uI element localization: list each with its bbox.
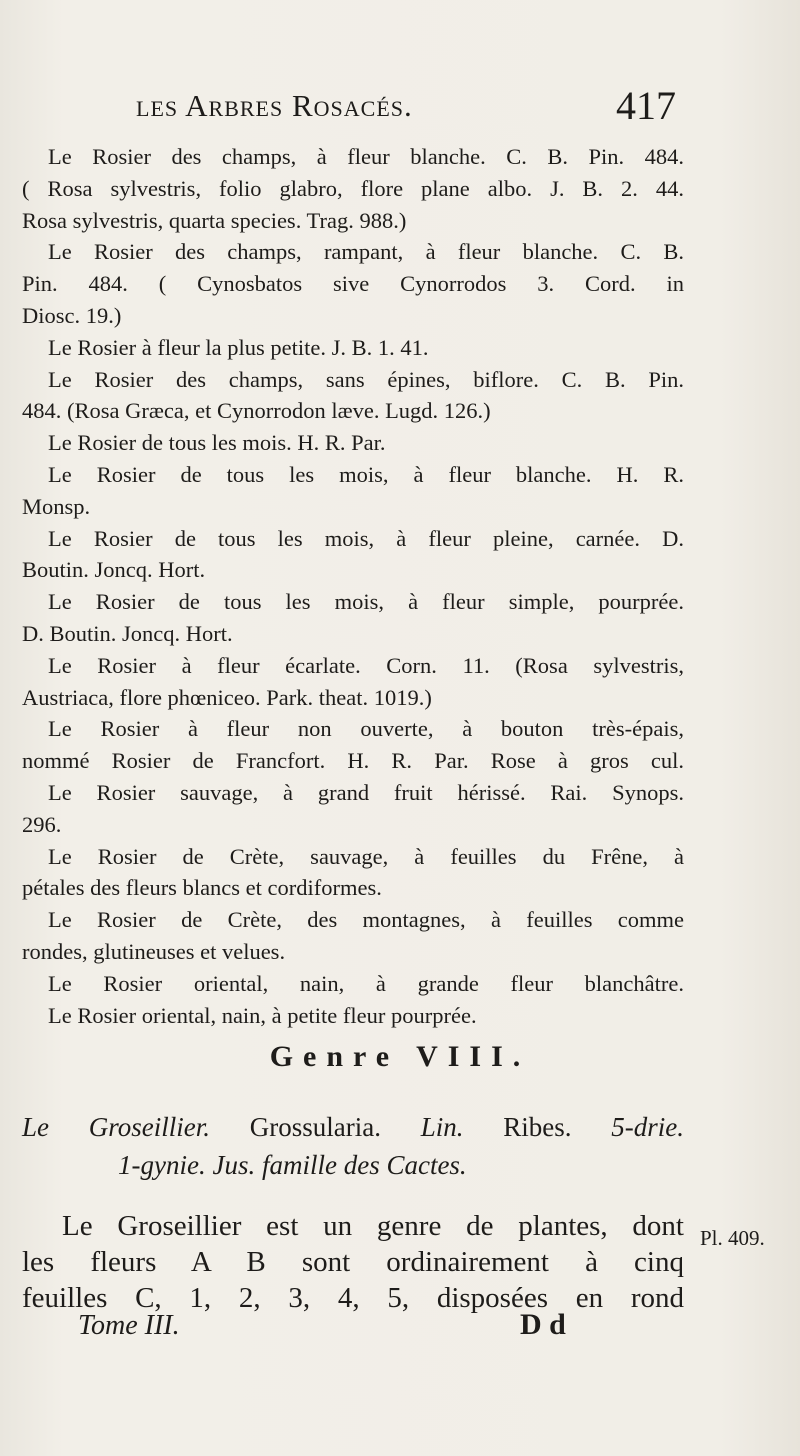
entry-line: Rosa sylvestris, quarta species. Trag. 988.) — [22, 207, 407, 233]
entry-line: Le Rosier de Crète, sauvage, à feuilles du Frêne, à — [48, 843, 684, 869]
page-number: 417 — [616, 83, 676, 128]
genre-heading: Genre VIII. — [269, 1040, 531, 1073]
entry-line: Le Rosier à fleur la plus petite. J. B. 1. 41. — [48, 334, 429, 360]
linnaeus-abbr: Lin. — [420, 1112, 464, 1142]
entry-line: D. Boutin. Joncq. Hort. — [22, 620, 233, 646]
entry-line: Diosc. 19.) — [22, 302, 122, 328]
ribes: Ribes. — [503, 1112, 572, 1142]
running-title: les Arbres Rosacés. — [136, 88, 413, 123]
body-paragraph — [22, 1208, 684, 1316]
running-head — [136, 83, 676, 138]
entry-line: Le Rosier sauvage, à grand fruit hérissé. Rai. Synops. — [48, 779, 684, 805]
entry-line: Le Rosier des champs, rampant, à fleur blanche. C. B. — [48, 239, 684, 265]
entry-line: nommé Rosier de Francfort. H. R. Par. Rose à gros cul. — [22, 748, 684, 774]
entry-line: Le Rosier de tous les mois, à fleur blanche. H. R. — [48, 461, 684, 487]
jussieu-abbr: Jus. — [212, 1150, 256, 1180]
entry-line: 296. — [22, 811, 62, 837]
entry-line: Le Rosier à fleur écarlate. Corn. 11. (Rosa sylvestris, — [48, 652, 684, 678]
entry-line: Pin. 484. ( Cynosbatos sive Cynorrodos 3. Cord. in — [22, 271, 684, 297]
body-line: Le Groseillier est un genre de plantes, dont — [62, 1210, 684, 1242]
entry-line: Le Rosier des champs, à fleur blanche. C. B. Pin. 484. — [48, 144, 684, 169]
genus-description — [22, 1108, 684, 1184]
entry-line: Le Rosier de tous les mois, à fleur simple, pourprée. — [48, 589, 684, 615]
entry-line: Austriaca, flore phœniceo. Park. theat. 1019.) — [22, 684, 432, 710]
entry-line: pétales des fleurs blancs et cordiformes. — [22, 875, 382, 901]
plant-family: famille des Cactes. — [261, 1150, 467, 1180]
entry-line: Le Rosier de Crète, des montagnes, à feuilles comme — [48, 907, 684, 933]
entry-line: Le Rosier oriental, nain, à petite fleur pourprée. — [48, 1002, 477, 1028]
entry-line: Le Rosier de tous les mois, à fleur pleine, carnée. D. — [48, 525, 684, 551]
rose-entries — [22, 141, 684, 1031]
plate-reference: Pl. 409. — [700, 1226, 765, 1250]
entry-line: rondes, glutineuses et velues. — [22, 938, 286, 964]
entry-line: Le Rosier à fleur non ouverte, à bouton très-épais, — [48, 716, 684, 742]
linnaean-order: 1-gynie. — [118, 1150, 206, 1180]
linnaean-class: 5-drie. — [611, 1112, 684, 1142]
entry-line: Monsp. — [22, 493, 91, 519]
printer-signature: D d — [520, 1308, 566, 1341]
genus-latin: Grossularia. — [249, 1112, 381, 1142]
body-line: feuilles C, 1, 2, 3, 4, 5, disposées en rond — [22, 1282, 684, 1314]
entry-line: ( Rosa sylvestris, folio glabro, flore plane albo. J. B. 2. 44. — [22, 175, 684, 201]
genus-name: Le Groseillier. — [22, 1112, 210, 1142]
genus-line-1 — [22, 1108, 684, 1146]
tome-label: Tome III. — [78, 1310, 180, 1341]
entry-line: Le Rosier des champs, sans épines, biflore. C. B. Pin. — [48, 366, 684, 392]
entry-line: 484. (Rosa Græca, et Cynorrodon læve. Lugd. 126.) — [22, 398, 491, 424]
body-line: les fleurs A B sont ordinairement à cinq — [22, 1246, 684, 1278]
genus-line-2 — [22, 1146, 684, 1184]
entry-line: Le Rosier oriental, nain, à grande fleur blanchâtre. — [48, 970, 684, 996]
entry-line: Boutin. Joncq. Hort. — [22, 557, 206, 583]
entry-line: Le Rosier de tous les mois. H. R. Par. — [48, 430, 386, 456]
